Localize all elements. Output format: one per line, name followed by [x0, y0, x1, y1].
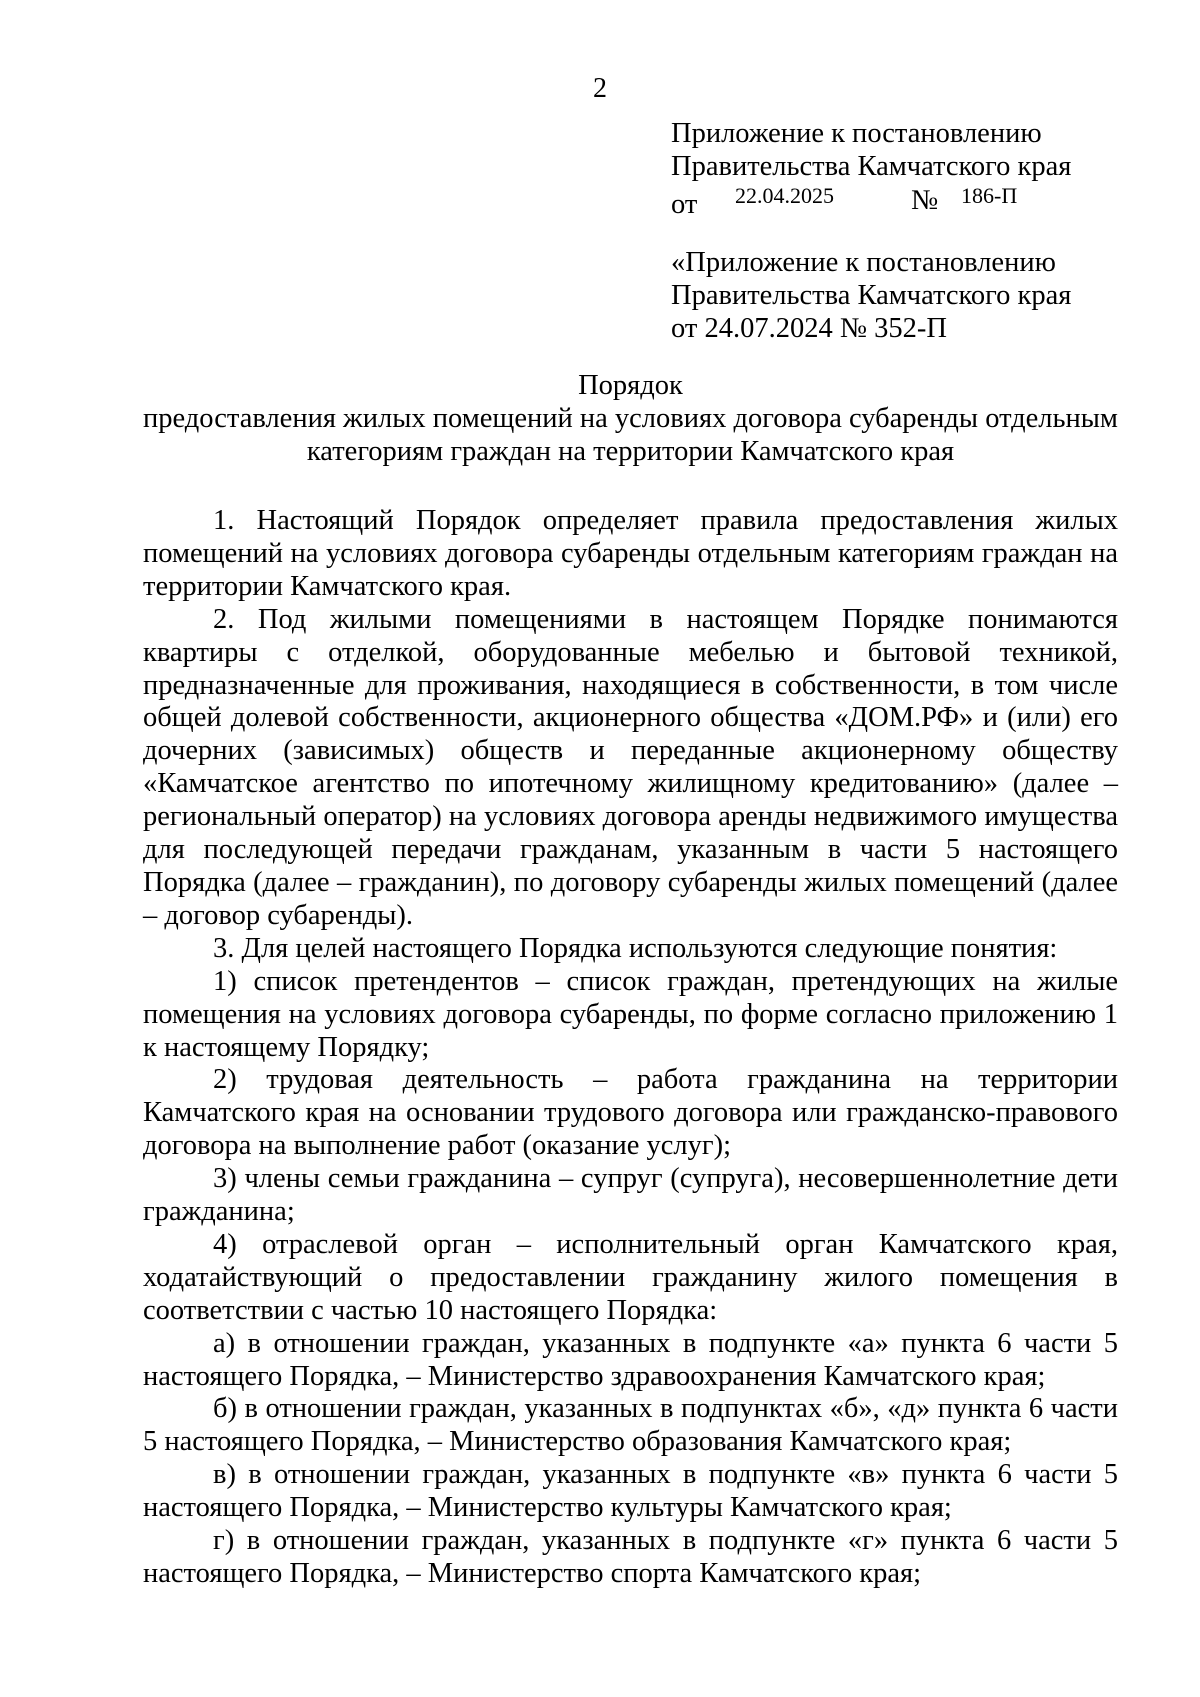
document-body [143, 505, 1118, 1591]
paragraph: в) в отношении граждан, указанных в подпункте «в» пункта 6 части 5 настоящего Порядка, – Министерство культуры Камчатского края; [143, 1459, 1118, 1524]
number-label: № [911, 185, 939, 216]
paragraph: 2. Под жилыми помещениями в настоящем Порядке понимаются квартиры с отделкой, оборудованные мебелью и бытовой техникой, предназначенные для проживания, находящиеся в собственности, в том числе общей долевой собственности, акционерного общества «ДОМ.РФ» и (или) его дочерних (зависимых) обществ и переданные акционерному обществу «Камчатское агентство по ипотечному жилищному кредитованию» (далее – региональный оператор) на условиях договора аренды недвижимого имущества для последующей передачи гражданам, указанным в части 5 настоящего Порядка (далее – гражданин), по договору субаренды жилых помещений (далее – договор субаренды). [143, 603, 1118, 931]
paragraph: а) в отношении граждан, указанных в подпункте «а» пункта 6 части 5 настоящего Порядка, – Министерство здравоохранения Камчатского края; [143, 1327, 1118, 1392]
paragraph: 2) трудовая деятельность – работа гражданина на территории Камчатского края на основании трудового договора или гражданско-правового договора на выполнение работ (оказание услуг); [143, 1064, 1118, 1162]
appendix-line: «Приложение к постановлению [671, 247, 1056, 278]
appendix-line: от 24.07.2024 № 352-П [671, 313, 947, 344]
document-title [143, 369, 1118, 468]
appendix-header-previous [671, 246, 1141, 345]
number-value: 186-П [961, 183, 1018, 208]
paragraph: г) в отношении граждан, указанных в подпункте «г» пункта 6 части 5 настоящего Порядка, – Министерство спорта Камчатского края; [143, 1525, 1118, 1589]
paragraph: 1. Настоящий Порядок определяет правила предоставления жилых помещений на условиях договора субаренды отдельным категориям граждан на территории Камчатского края. [143, 505, 1118, 602]
page-number: 2 [593, 73, 607, 104]
date-value: 22.04.2025 [735, 183, 834, 208]
appendix-line: Приложение к постановлению [671, 118, 1042, 149]
appendix-header-current [671, 117, 1141, 220]
title-subheading: предоставления жилых помещений на условиях договора субаренды отдельным категориям граждан на территории Камчатского края [143, 403, 1118, 467]
title-heading: Порядок [578, 370, 683, 401]
paragraph: 3) члены семьи гражданина – супруг (супруга), несовершеннолетние дети гражданина; [143, 1163, 1118, 1228]
paragraph: 4) отраслевой орган – исполнительный орган Камчатского края, ходатайствующий о предоставлении гражданину жилого помещения в соответствии с частью 10 настоящего Порядка: [143, 1228, 1118, 1326]
paragraph: 1) список претендентов – список граждан, претендующих на жилые помещения на условиях договора субаренды, по форме согласно приложению 1 к настоящему Порядку; [143, 965, 1118, 1063]
appendix-line: Правительства Камчатского края [671, 151, 1072, 182]
paragraph: 3. Для целей настоящего Порядка используются следующие понятия: [213, 932, 1058, 964]
date-label: от [671, 189, 698, 220]
appendix-date-number-line [671, 183, 1141, 220]
paragraph: б) в отношении граждан, указанных в подпунктах «б», «д» пункта 6 части 5 настоящего Порядка, – Министерство образования Камчатского края; [143, 1393, 1118, 1458]
appendix-line: Правительства Камчатского края [671, 280, 1072, 311]
